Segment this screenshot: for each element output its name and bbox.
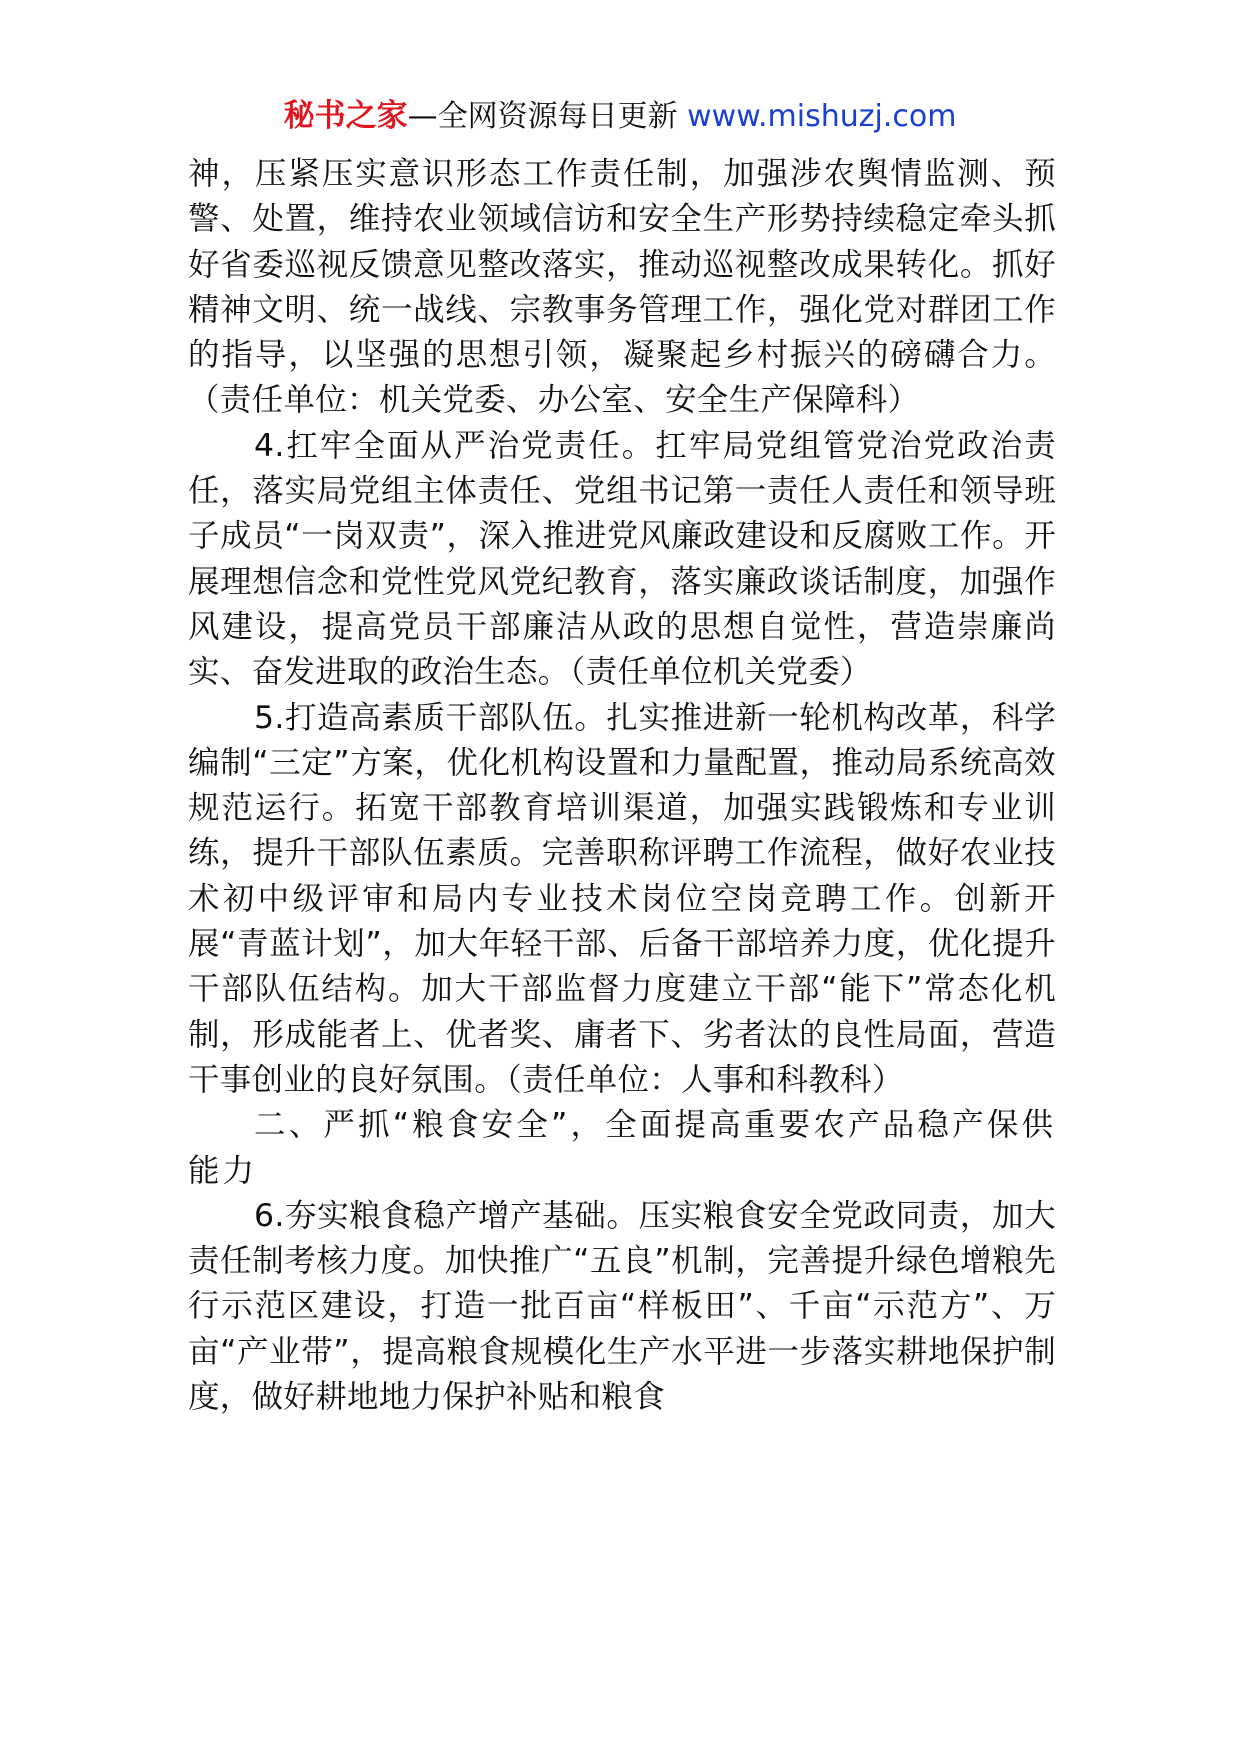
brand-name: 秘书之家 [283, 98, 408, 134]
paragraph-item-6: 6.夯实粮食稳产增产基础。压实粮食安全党政同责，加大责任制考核力度。加快推广“五良”机制，完善提升绿色增粮先行示范区建设，打造一批百亩“样板田”、千亩“示范方”、万亩“产业带”，提高粮食规模化生产水平进一步落实耕地保护制度，做好耕地地力保护补贴和粮食 [188, 1197, 1056, 1416]
paragraph-item-4: 4.扛牢全面从严治党责任。扛牢局党组管党治党政治责任，落实局党组主体责任、党组书记第一责任人责任和领导班子成员“一岗双责”，深入推进党风廉政建设和反腐败工作。开展理想信念和党性党风党纪教育，落实廉政谈话制度，加强作风建设，提高党员干部廉洁从政的思想自觉性，营造崇廉尚实、奋发进取的政治生态。（责任单位机关党委） [188, 427, 1056, 691]
paragraph-continued: 神，压紧压实意识形态工作责任制，加强涉农舆情监测、预警、处置，维持农业领域信访和安全生产形势持续稳定牵头抓好省委巡视反馈意见整改落实，推动巡视整改成果转化。抓好精神文明、统一战线、宗教事务管理工作，强化党对群团工作的指导，以坚强的思想引领，凝聚起乡村振兴的磅礴合力。（责任单位：机关党委、办公室、安全生产保障科） [188, 156, 1056, 419]
paragraph-item-5: 5.打造高素质干部队伍。扎实推进新一轮机构改革，科学编制“三定”方案，优化机构设置和力量配置，推动局系统高效规范运行。拓宽干部教育培训渠道，加强实践锻炼和专业训练，提升干部队伍素质。完善职称评聘工作流程，做好农业技术初中级评审和局内专业技术岗位空岗竞聘工作。创新开展“青蓝计划”，加大年轻干部、后备干部培养力度，优化提升干部队伍结构。加大干部监督力度建立干部“能下”常态化机制，形成能者上、优者奖、庸者下、劣者汰的良性局面，营造干事创业的良好氛围。（责任单位：人事和科教科） [188, 699, 1056, 1098]
page-header [0, 96, 1240, 137]
header-tagline: —全网资源每日更新 [407, 99, 688, 134]
section-heading-2: 二、严抓“粮食安全”，全面提高重要农产品稳产保供能力 [188, 1107, 1056, 1189]
document-body [188, 152, 1056, 1420]
website-link[interactable]: www.mishuzj.com [687, 99, 957, 134]
